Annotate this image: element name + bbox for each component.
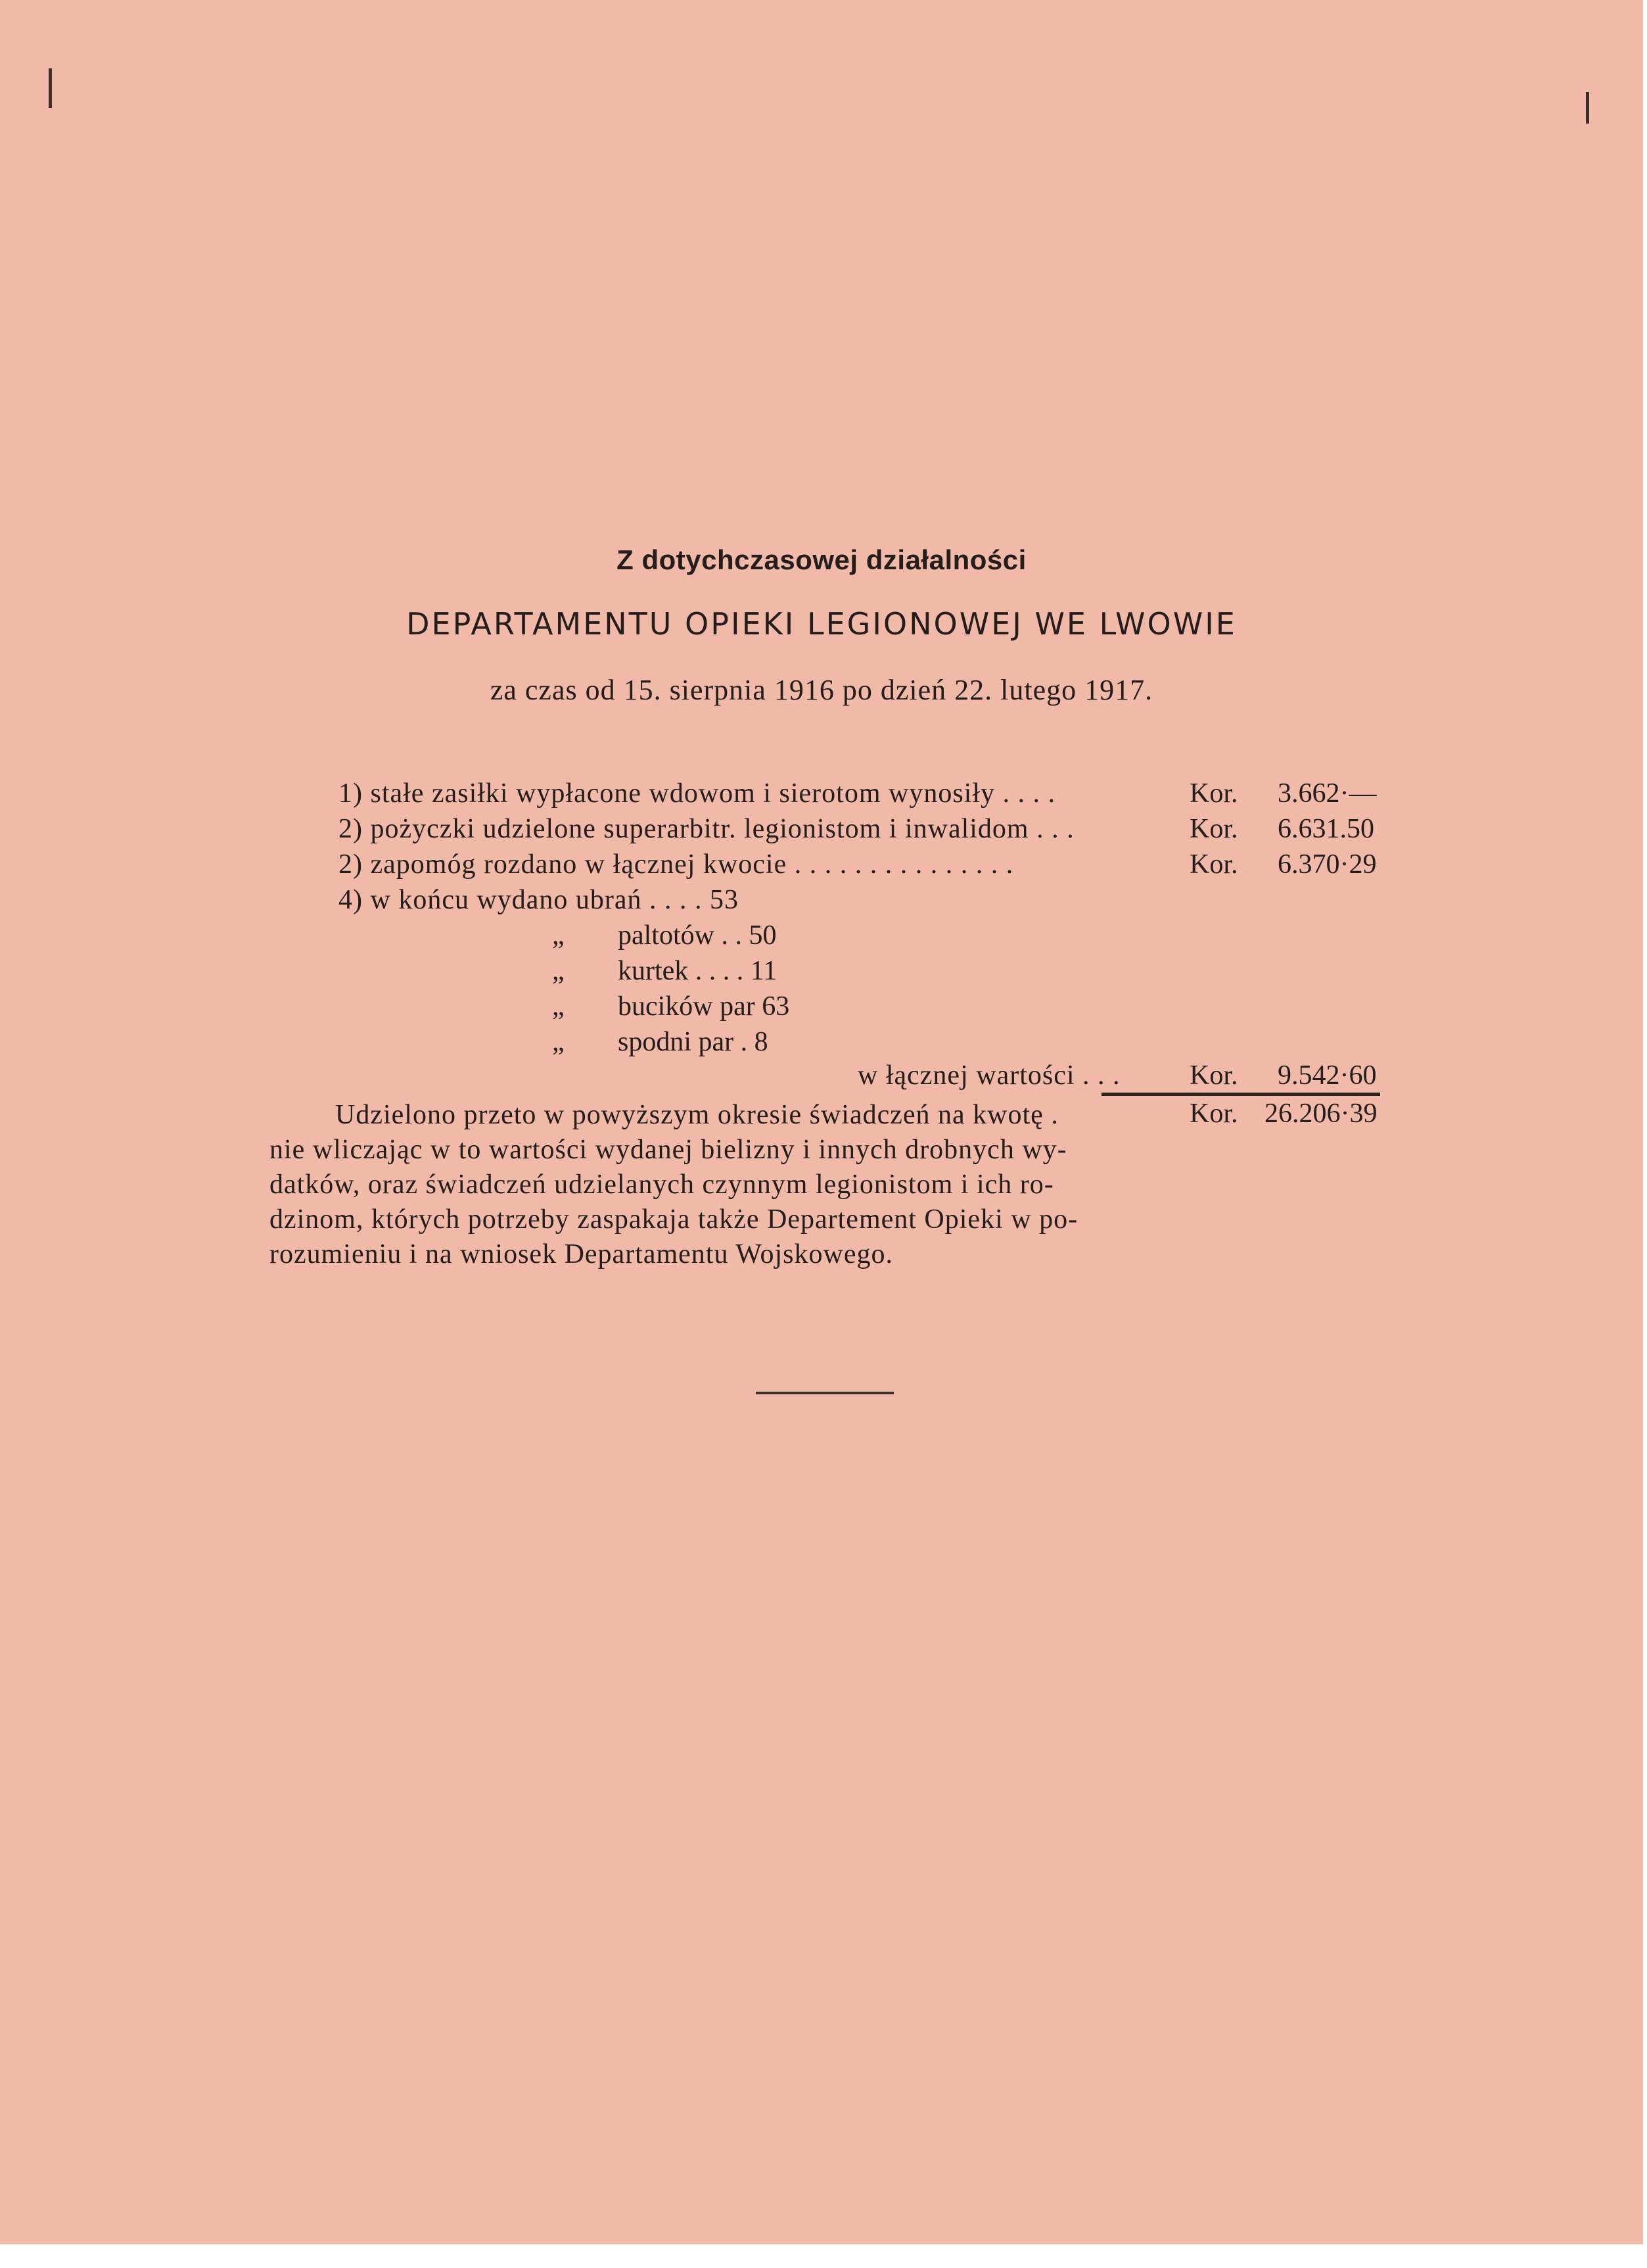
clothing-total-amount: 9.542·60 (1278, 1060, 1377, 1091)
item-amount: 6.631.50 (1278, 814, 1374, 844)
item-currency: Kor. (1190, 814, 1238, 844)
clothing-item: paltotów . . 50 (618, 920, 777, 951)
clothing-intro-text: 4) w końcu wydano ubrań . . . . 53 (338, 885, 739, 915)
clothing-intro (338, 884, 930, 921)
clothing-total-currency: Kor. (1190, 1060, 1238, 1091)
closing-rule (756, 1392, 894, 1394)
document-subtitle: Z dotychczasowej działalności (616, 544, 1027, 575)
clothing-total-label: w łącznej wartości . . . (858, 1060, 1121, 1091)
ditto-mark: „ (552, 1027, 565, 1057)
ditto-mark: „ (552, 991, 565, 1022)
item-amount: 6.370·29 (1278, 849, 1377, 880)
item-amount: 3.662·— (1278, 778, 1377, 809)
clothing-item: bucików par 63 (618, 991, 790, 1022)
clothing-item: spodni par . 8 (618, 1027, 768, 1057)
item-currency: Kor. (1190, 778, 1238, 809)
summary-line: Udzielono przeto w powyższym okresie świadczeń na kwotę . (335, 1100, 1059, 1130)
item-label: 2) pożyczki udzielone superarbitr. legionistom i inwalidom . . . (338, 814, 1075, 844)
summary-line: datków, oraz świadczeń udzielanych czynnym legionistom i ich ro- (269, 1169, 1054, 1200)
clothing-item: kurtek . . . . 11 (618, 956, 777, 986)
clothing-total-row (858, 1060, 1186, 1097)
summary-currency: Kor. (1190, 1099, 1238, 1129)
total-underline (1102, 1093, 1380, 1096)
ditto-mark: „ (552, 920, 565, 951)
summary-amount: 26.206·39 (1264, 1099, 1378, 1129)
ditto-mark: „ (552, 956, 565, 986)
item-label: 2) zapomóg rozdano w łącznej kwocie . . . . . . . . . . . . . . . (338, 849, 1014, 880)
summary-paragraph (269, 1098, 1190, 1272)
summary-line: nie wliczając w to wartości wydanej bielizny i innych drobnych wy- (269, 1135, 1067, 1165)
ink-mark-right (1586, 92, 1589, 124)
ink-mark-left (49, 68, 52, 108)
period-line: za czas od 15. sierpnia 1916 po dzień 22. lutego 1917. (490, 674, 1153, 706)
document-title: DEPARTAMENTU OPIEKI LEGIONOWEJ WE LWOWIE (406, 606, 1237, 642)
item-label: 1) stałe zasiłki wypłacone wdowom i sierotom wynosiły . . . . (338, 778, 1056, 809)
summary-line: dzinom, których potrzeby zaspakaja także Departement Opieki w po- (269, 1204, 1079, 1235)
item-currency: Kor. (1190, 849, 1238, 880)
summary-line: rozumieniu i na wniosek Departamentu Wojskowego. (269, 1239, 893, 1269)
